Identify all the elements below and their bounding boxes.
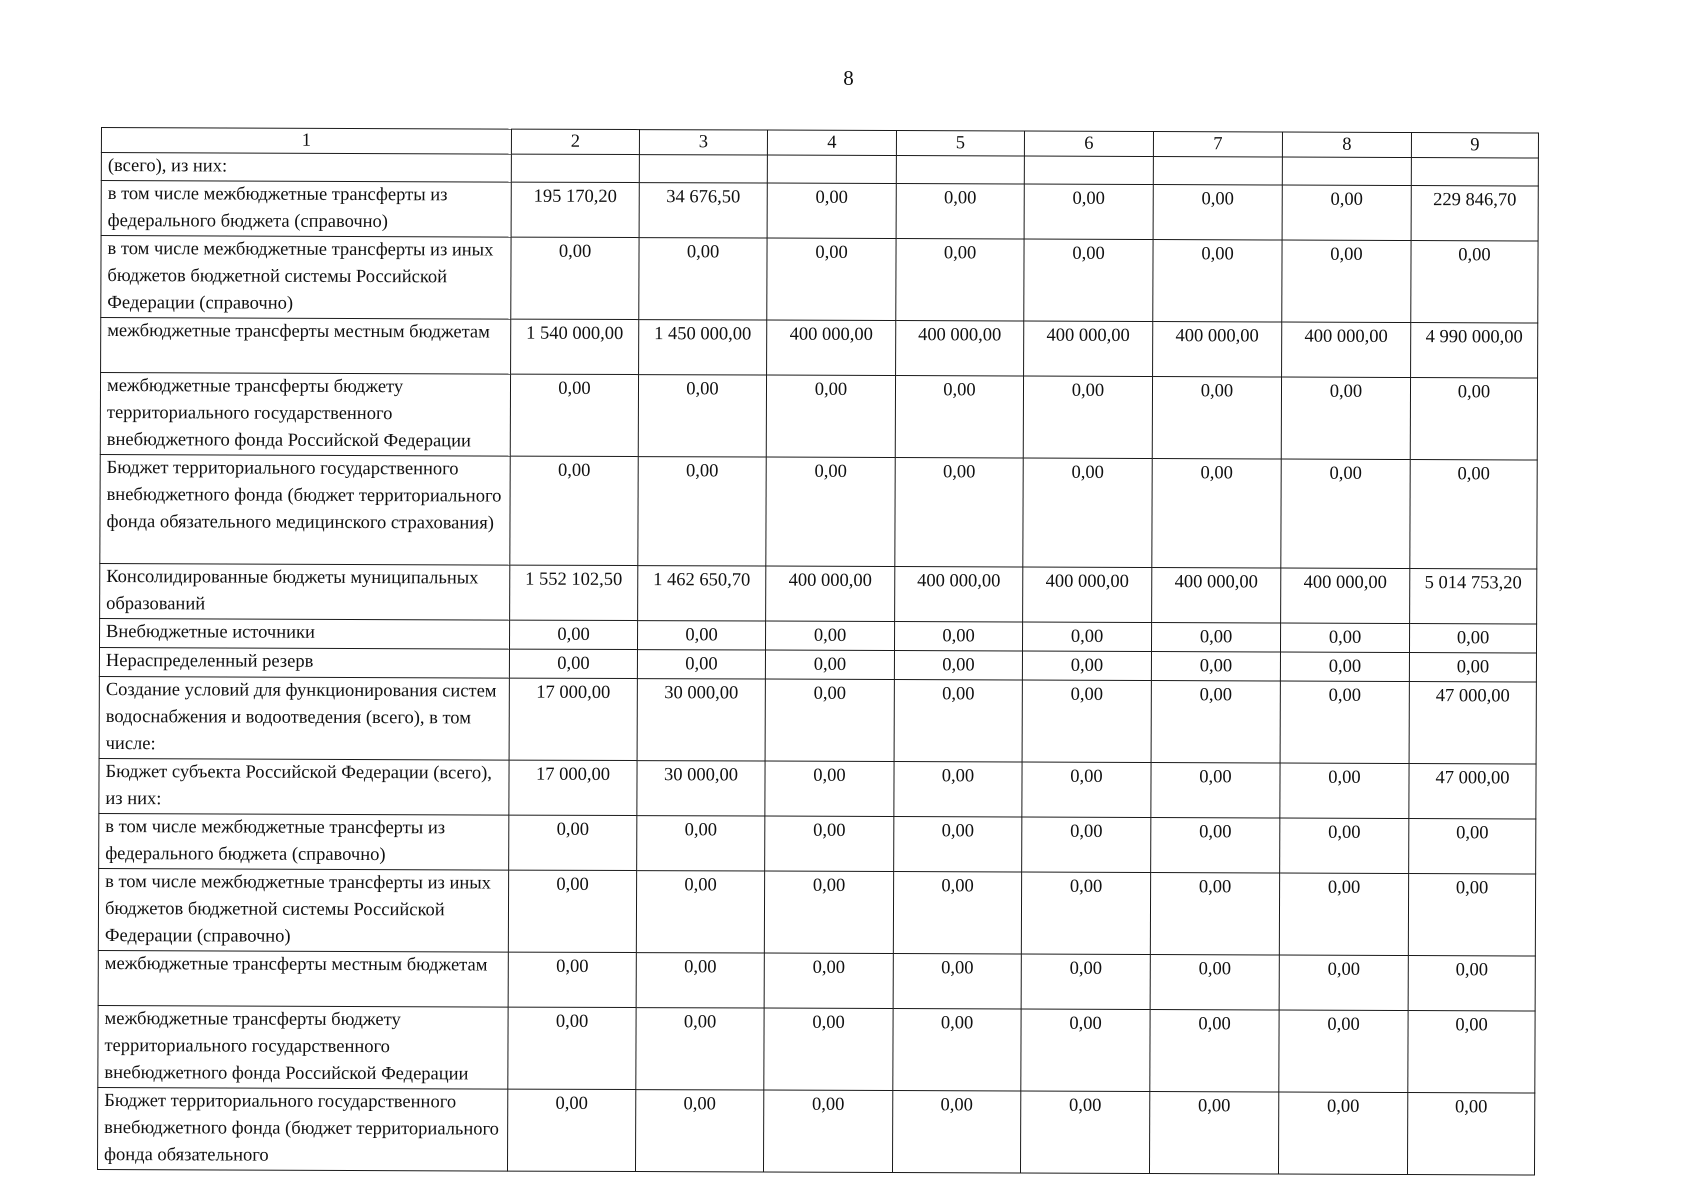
- cell-value: 0,00: [1151, 623, 1280, 652]
- cell-value: 0,00: [638, 457, 766, 566]
- cell-value: 400 000,00: [766, 566, 895, 621]
- row-label: Консолидированные бюджеты муниципальных образований: [100, 563, 510, 620]
- cell-value: 0,00: [509, 815, 637, 870]
- cell-value: 0,00: [1151, 652, 1280, 681]
- cell-value: [1411, 158, 1538, 186]
- cell-value: 0,00: [1278, 1092, 1407, 1174]
- cell-value: 0,00: [896, 184, 1024, 239]
- cell-value: 0,00: [509, 620, 637, 649]
- cell-value: 400 000,00: [1152, 568, 1281, 623]
- column-header: 1: [101, 128, 511, 155]
- cell-value: 0,00: [1279, 873, 1408, 955]
- cell-value: 0,00: [765, 679, 894, 761]
- cell-value: 0,00: [1280, 681, 1409, 763]
- cell-value: 0,00: [1021, 872, 1150, 954]
- table-row: [101, 181, 1538, 242]
- cell-value: 400 000,00: [1023, 567, 1152, 622]
- cell-value: 0,00: [1020, 1091, 1149, 1173]
- cell-value: 0,00: [507, 1089, 635, 1171]
- cell-value: 0,00: [1024, 184, 1153, 239]
- cell-value: 0,00: [894, 651, 1022, 680]
- cell-value: 0,00: [511, 237, 639, 319]
- cell-value: 400 000,00: [1281, 568, 1410, 623]
- cell-value: 0,00: [767, 183, 896, 238]
- table-row: [99, 813, 1536, 874]
- cell-value: 0,00: [1024, 239, 1153, 321]
- row-label: Бюджет субъекта Российской Федерации (всего), из них:: [99, 758, 509, 815]
- cell-value: 0,00: [893, 954, 1021, 1009]
- cell-value: 0,00: [1409, 653, 1536, 682]
- column-header: 4: [767, 130, 896, 155]
- cell-value: 0,00: [1149, 1092, 1278, 1174]
- cell-value: 0,00: [764, 953, 893, 1008]
- cell-value: 0,00: [765, 650, 894, 679]
- cell-value: [1282, 157, 1411, 185]
- cell-value: 0,00: [636, 1008, 764, 1090]
- cell-value: 400 000,00: [896, 321, 1024, 376]
- cell-value: 0,00: [1152, 377, 1281, 459]
- column-header: 7: [1153, 132, 1282, 157]
- cell-value: 17 000,00: [509, 760, 637, 815]
- cell-value: 0,00: [892, 1091, 1020, 1173]
- row-label: в том числе межбюджетные трансферты из федерального бюджета (справочно): [101, 181, 511, 238]
- cell-value: 0,00: [1022, 762, 1151, 817]
- row-label: Бюджет территориального государственного внебюджетного фонда (бюджет территориального фонда обязательного медицинского страхования): [100, 454, 510, 565]
- cell-value: [1024, 156, 1153, 184]
- cell-value: 0,00: [508, 870, 636, 952]
- column-header: 2: [511, 129, 639, 154]
- cell-value: 0,00: [766, 457, 895, 566]
- cell-value: 0,00: [508, 952, 636, 1007]
- cell-value: 0,00: [510, 456, 638, 565]
- cell-value: 0,00: [1151, 763, 1280, 818]
- cell-value: 0,00: [1021, 1009, 1150, 1091]
- cell-value: 0,00: [1151, 681, 1280, 763]
- cell-value: 1 462 650,70: [638, 566, 766, 621]
- budget-table-sheet: [97, 127, 1539, 1176]
- cell-value: 5 014 753,20: [1410, 569, 1537, 624]
- cell-value: 0,00: [1281, 377, 1410, 459]
- row-label: межбюджетные трансферты бюджету территориального государственного внебюджетного фонда Российской Федерации: [100, 373, 510, 457]
- table-row: [98, 950, 1535, 1011]
- cell-value: 0,00: [637, 650, 765, 679]
- row-label: в том числе межбюджетные трансферты из иных бюджетов бюджетной системы Российской Федерации (справочно): [101, 236, 511, 320]
- cell-value: 0,00: [1280, 623, 1409, 652]
- row-label: Бюджет территориального государственного внебюджетного фонда (бюджет территориального фонда обязательного: [97, 1087, 507, 1171]
- cell-value: 0,00: [1408, 1011, 1535, 1093]
- table-row: [98, 868, 1535, 956]
- column-header: 5: [896, 131, 1024, 156]
- cell-value: [1153, 157, 1282, 185]
- cell-value: 0,00: [893, 872, 1021, 954]
- cell-value: 0,00: [1022, 680, 1151, 762]
- column-header: 9: [1411, 133, 1538, 158]
- cell-value: 47 000,00: [1409, 682, 1536, 764]
- cell-value: 0,00: [1408, 874, 1535, 956]
- cell-value: 0,00: [1279, 1010, 1408, 1092]
- row-label: межбюджетные трансферты местным бюджетам: [101, 318, 511, 375]
- cell-value: 0,00: [1153, 240, 1282, 322]
- cell-value: 0,00: [1411, 241, 1538, 323]
- cell-value: 0,00: [893, 1009, 1021, 1091]
- cell-value: 0,00: [636, 871, 764, 953]
- cell-value: 0,00: [1022, 651, 1151, 680]
- cell-value: 47 000,00: [1409, 764, 1536, 819]
- cell-value: 1 450 000,00: [639, 320, 767, 375]
- cell-value: 0,00: [635, 1090, 763, 1172]
- cell-value: [896, 156, 1024, 184]
- cell-value: 400 000,00: [1024, 321, 1153, 376]
- cell-value: 0,00: [1282, 240, 1411, 322]
- cell-value: 0,00: [637, 816, 765, 871]
- cell-value: 0,00: [1022, 622, 1151, 651]
- table-row: [101, 318, 1538, 379]
- cell-value: 0,00: [765, 761, 894, 816]
- table-row: [100, 373, 1537, 461]
- cell-value: 0,00: [1151, 818, 1280, 873]
- row-label: Создание условий для функционирования систем водоснабжения и водоотведения (всего), в том числе:: [99, 676, 509, 760]
- cell-value: 0,00: [894, 762, 1022, 817]
- cell-value: 0,00: [1023, 376, 1152, 458]
- cell-value: 0,00: [894, 622, 1022, 651]
- cell-value: 0,00: [1023, 458, 1152, 567]
- table-row: [98, 1005, 1535, 1093]
- cell-value: 0,00: [1280, 818, 1409, 873]
- cell-value: 4 990 000,00: [1411, 323, 1538, 378]
- cell-value: 0,00: [1150, 873, 1279, 955]
- cell-value: 0,00: [1153, 185, 1282, 240]
- table-row: [100, 563, 1537, 624]
- cell-value: 0,00: [1022, 817, 1151, 872]
- row-label: в том числе межбюджетные трансферты из иных бюджетов бюджетной системы Российской Федерации (справочно): [98, 868, 508, 952]
- cell-value: 30 000,00: [637, 761, 765, 816]
- cell-value: 0,00: [763, 1090, 892, 1172]
- cell-value: 0,00: [639, 238, 767, 320]
- cell-value: 400 000,00: [1153, 322, 1282, 377]
- cell-value: 0,00: [1279, 955, 1408, 1010]
- table-row: [99, 676, 1536, 764]
- cell-value: 0,00: [1280, 763, 1409, 818]
- cell-value: 0,00: [764, 871, 893, 953]
- cell-value: [511, 154, 639, 182]
- cell-value: 0,00: [896, 239, 1024, 321]
- cell-value: 0,00: [895, 376, 1023, 458]
- row-label: (всего), из них:: [101, 153, 511, 183]
- cell-value: 0,00: [1410, 378, 1537, 460]
- cell-value: 0,00: [895, 458, 1023, 567]
- cell-value: 0,00: [765, 816, 894, 871]
- cell-value: 0,00: [1150, 1010, 1279, 1092]
- cell-value: 0,00: [508, 1007, 636, 1089]
- row-label: межбюджетные трансферты местным бюджетам: [98, 950, 508, 1007]
- column-header: 3: [639, 130, 767, 155]
- cell-value: 34 676,50: [639, 183, 767, 238]
- row-label: в том числе межбюджетные трансферты из федерального бюджета (справочно): [99, 813, 509, 870]
- cell-value: 0,00: [894, 817, 1022, 872]
- cell-value: 229 846,70: [1411, 186, 1538, 241]
- cell-value: 1 552 102,50: [510, 565, 638, 620]
- cell-value: 0,00: [1407, 1093, 1534, 1175]
- cell-value: 0,00: [1409, 819, 1536, 874]
- cell-value: 30 000,00: [637, 679, 765, 761]
- column-header: 8: [1282, 132, 1411, 157]
- cell-value: 195 170,20: [511, 182, 639, 237]
- cell-value: [767, 155, 896, 183]
- row-label: межбюджетные трансферты бюджету территориального государственного внебюджетного фонда Российской Федерации: [98, 1005, 508, 1089]
- cell-value: 0,00: [636, 953, 764, 1008]
- row-label: Нераспределенный резерв: [99, 647, 509, 678]
- cell-value: 0,00: [510, 374, 638, 456]
- cell-value: 0,00: [1409, 624, 1536, 653]
- cell-value: 0,00: [1152, 459, 1281, 568]
- cell-value: [639, 155, 767, 183]
- cell-value: 17 000,00: [509, 678, 637, 760]
- cell-value: 400 000,00: [1282, 322, 1411, 377]
- row-label: Внебюджетные источники: [100, 618, 510, 649]
- cell-value: 0,00: [1282, 185, 1411, 240]
- cell-value: 0,00: [764, 1008, 893, 1090]
- table-row: [101, 236, 1538, 324]
- table-row: [97, 1087, 1534, 1175]
- cell-value: 0,00: [765, 621, 894, 650]
- cell-value: 0,00: [766, 375, 895, 457]
- table-row: [99, 758, 1536, 819]
- cell-value: 0,00: [1021, 954, 1150, 1009]
- cell-value: 400 000,00: [895, 567, 1023, 622]
- page-number: 8: [843, 66, 854, 90]
- cell-value: 0,00: [637, 621, 765, 650]
- cell-value: 0,00: [638, 375, 766, 457]
- budget-table: [97, 127, 1539, 1176]
- cell-value: 0,00: [1281, 459, 1410, 568]
- cell-value: 0,00: [1410, 460, 1537, 569]
- cell-value: 0,00: [509, 649, 637, 678]
- cell-value: 0,00: [1280, 652, 1409, 681]
- cell-value: 400 000,00: [767, 320, 896, 375]
- table-row: [100, 454, 1537, 569]
- cell-value: 0,00: [894, 680, 1022, 762]
- cell-value: 0,00: [1408, 956, 1535, 1011]
- cell-value: 1 540 000,00: [511, 319, 639, 374]
- cell-value: 0,00: [1150, 955, 1279, 1010]
- column-header: 6: [1024, 131, 1153, 156]
- cell-value: 0,00: [767, 238, 896, 320]
